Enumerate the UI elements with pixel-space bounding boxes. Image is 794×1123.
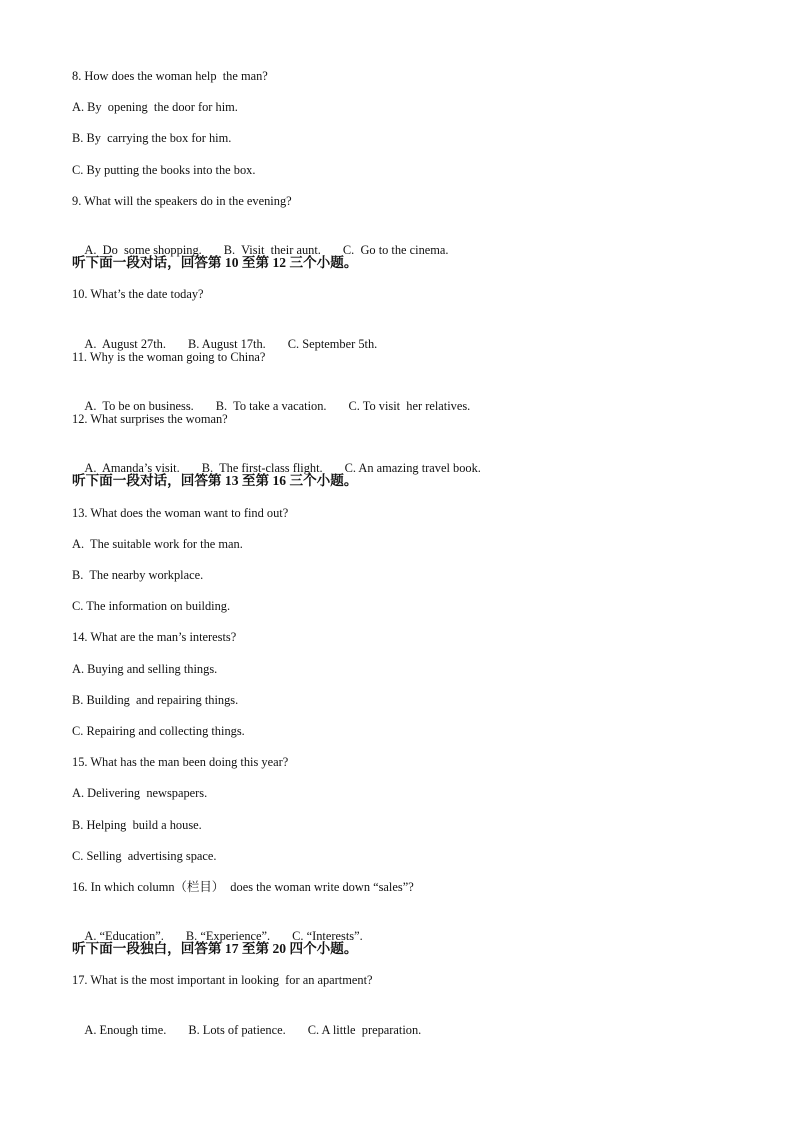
question-13: 13. What does the woman want to find out? — [72, 505, 289, 520]
q8-option-b: B. By carrying the box for him. — [72, 131, 232, 146]
q13-option-a: A. The suitable work for the man. — [72, 536, 243, 551]
q11-option-c: C. To visit her relatives. — [348, 398, 471, 413]
q16-options — [72, 909, 732, 944]
q14-option-b: B. Building and repairing things. — [72, 692, 239, 707]
q12-options — [72, 441, 732, 476]
question-10: 10. What’s the date today? — [72, 287, 204, 302]
question-11: 11. Why is the woman going to China? — [72, 349, 266, 364]
question-9: 9. What will the speakers do in the evening? — [72, 193, 292, 208]
q16-option-a: A. “Education”. — [84, 929, 164, 944]
question-17: 17. What is the most important in looking for an apartment? — [72, 973, 373, 988]
question-15: 15. What has the man been doing this year? — [72, 755, 289, 770]
q17-options — [72, 1003, 732, 1037]
q10-option-b: B. August 17th. — [187, 336, 266, 351]
q10-option-c: C. September 5th. — [287, 336, 378, 351]
q11-option-b: B. To take a vacation. — [215, 398, 327, 413]
q9-options — [72, 223, 732, 257]
section-heading-17-20: 听下面一段独白，回答第 17 至第 20 四个小题。 — [72, 941, 358, 957]
q17-option-b: B. Lots of patience. — [188, 1022, 286, 1037]
q12-option-a: A. Amanda’s visit. — [84, 461, 180, 476]
q11-options — [72, 379, 732, 413]
q11-option-a: A. To be on business. — [84, 398, 194, 413]
q12-option-c: C. An amazing travel book. — [344, 461, 481, 476]
worksheet-page — [72, 67, 732, 1037]
question-16: 16. In which column（栏目） does the woman write down “sales”? — [72, 879, 414, 894]
q16-option-c: C. “Interests”. — [292, 929, 363, 944]
section-heading-10-12: 听下面一段对话，回答第 10 至第 12 三个小题。 — [72, 255, 358, 271]
q15-option-b: B. Helping build a house. — [72, 817, 202, 832]
section-heading-13-16: 听下面一段对话，回答第 13 至第 16 三个小题。 — [72, 473, 358, 489]
q14-option-c: C. Repairing and collecting things. — [72, 723, 245, 738]
q10-options — [72, 317, 732, 351]
q16-option-b: B. “Experience”. — [185, 929, 271, 944]
q13-option-c: C. The information on building. — [72, 599, 231, 614]
q8-option-a: A. By opening the door for him. — [72, 100, 238, 115]
q9-option-c: C. Go to the cinema. — [342, 242, 449, 257]
q17-option-a: A. Enough time. — [84, 1022, 167, 1037]
q14-option-a: A. Buying and selling things. — [72, 661, 218, 676]
question-8: 8. How does the woman help the man? — [72, 69, 268, 83]
q12-option-b: B. The first-class flight. — [201, 461, 323, 476]
q9-option-a: A. Do some shopping. — [84, 242, 202, 257]
q9-option-b: B. Visit their aunt. — [223, 242, 321, 257]
q13-option-b: B. The nearby workplace. — [72, 568, 204, 582]
question-12: 12. What surprises the woman? — [72, 412, 228, 427]
question-14: 14. What are the man’s interests? — [72, 630, 237, 645]
q8-option-c: C. By putting the books into the box. — [72, 162, 256, 177]
q17-option-c: C. A little preparation. — [307, 1022, 422, 1037]
q15-option-a: A. Delivering newspapers. — [72, 786, 208, 801]
q15-option-c: C. Selling advertising space. — [72, 848, 217, 863]
q10-option-a: A. August 27th. — [84, 336, 166, 351]
